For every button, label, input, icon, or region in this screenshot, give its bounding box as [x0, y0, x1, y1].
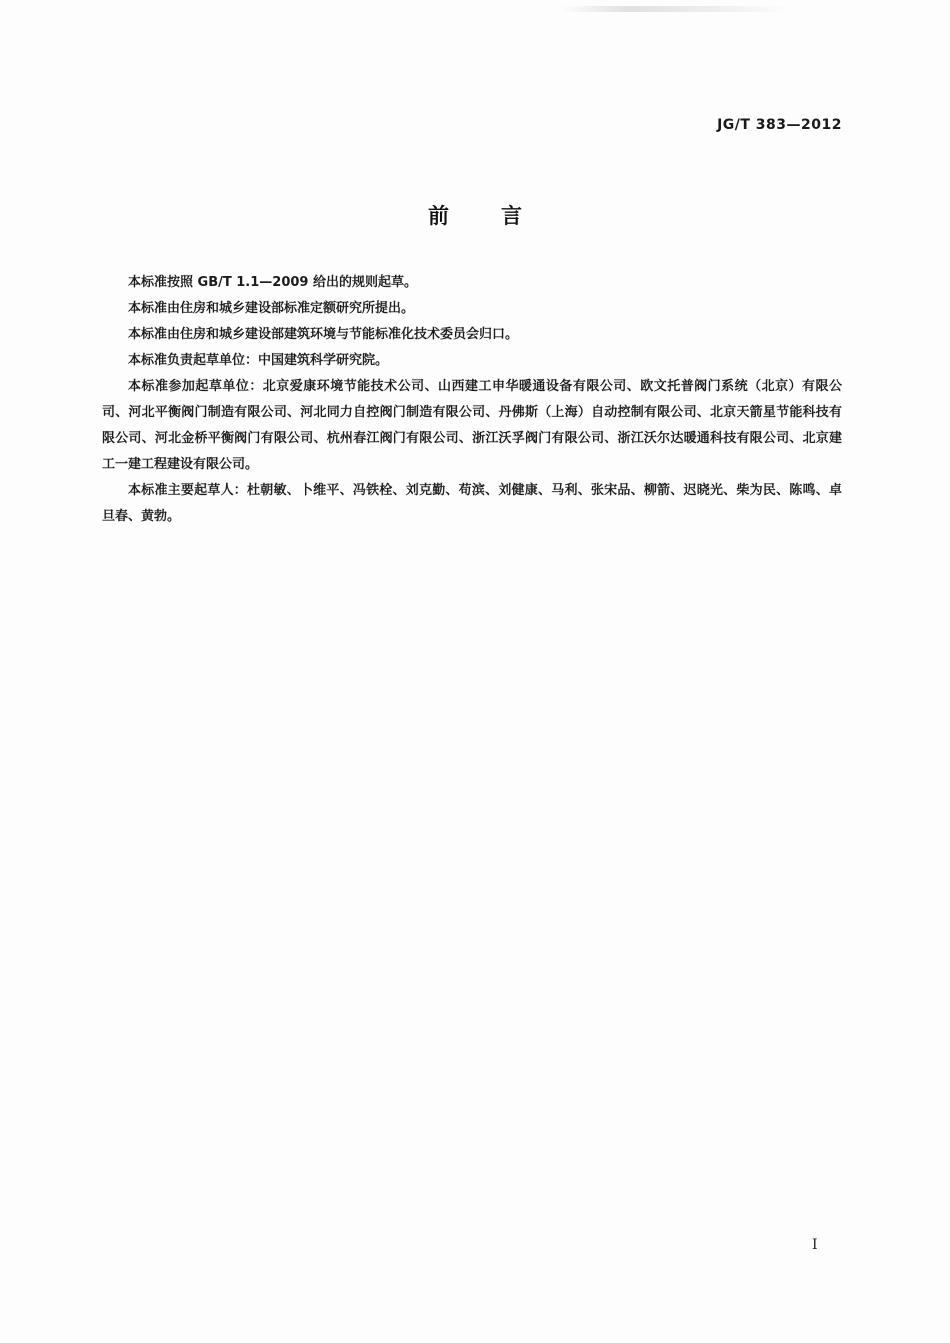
section-title-char-1: 前 [428, 204, 449, 228]
paragraph-under-jurisdiction: 本标准由住房和城乡建设部建筑环境与节能标准化技术委员会归口。 [128, 327, 519, 342]
paragraph-main-drafters: 本标准主要起草人：杜朝敏、卜维平、冯铁栓、刘克勤、苟滨、刘健康、马利、张宋品、柳箭、迟晓光、柴为民、陈鸣、卓旦春、黄勃。 [102, 483, 842, 524]
standard-code: JG/T 383—2012 [717, 117, 842, 133]
scan-artifact [560, 6, 790, 12]
paragraph-responsible-drafter: 本标准负责起草单位：中国建筑科学研究院。 [128, 353, 389, 368]
section-title [0, 200, 950, 230]
paragraph-participating-drafters: 本标准参加起草单位：北京爱康环境节能技术公司、山西建工申华暖通设备有限公司、欧文托普阀门系统（北京）有限公司、河北平衡阀门制造有限公司、河北同力自控阀门制造有限公司、丹佛斯（上海）自动控制有限公司、北京天箭星节能科技有限公司、河北金桥平衡阀门有限公司、杭州春江阀门有限公司、浙江沃孚阀门有限公司、浙江沃尔达暖通科技有限公司、北京建工一建工程建设有限公司。 [102, 379, 842, 472]
foreword-body [102, 270, 842, 530]
page-number: I [812, 1237, 818, 1253]
paragraph-proposed-by: 本标准由住房和城乡建设部标准定额研究所提出。 [128, 301, 415, 316]
paragraph-drafting-rules: 本标准按照 GB/T 1.1—2009 给出的规则起草。 [128, 275, 417, 290]
section-title-char-2: 言 [501, 204, 522, 228]
